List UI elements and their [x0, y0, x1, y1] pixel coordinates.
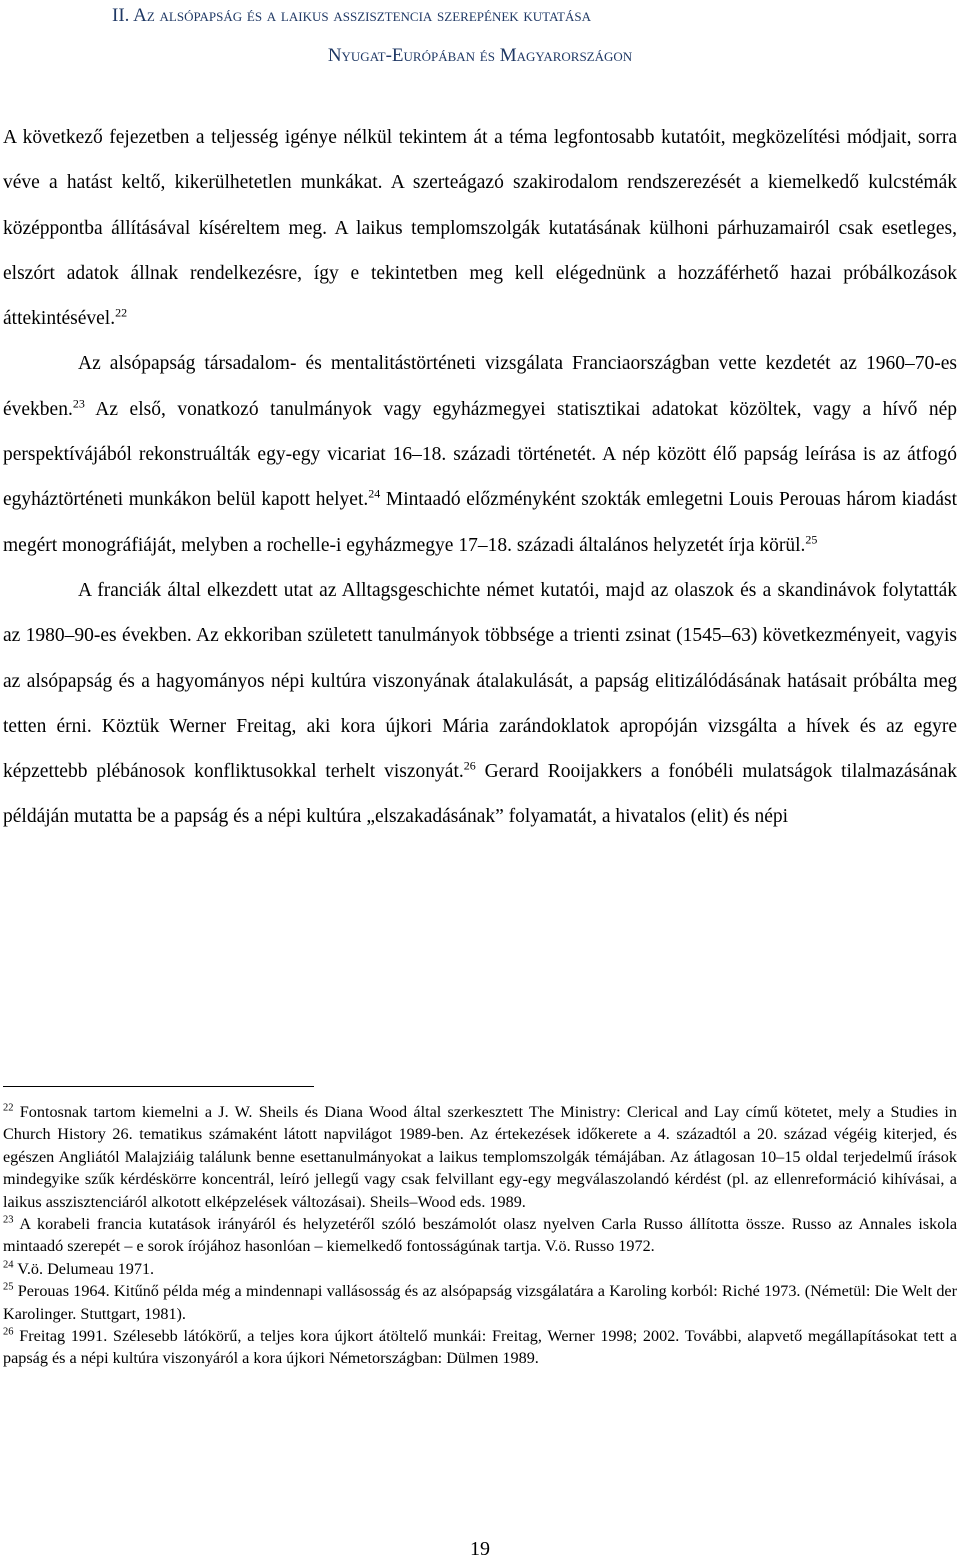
footnote-text: Fontosnak tartom kiemelni a J. W. Sheils és Diana Wood által szerkesztett The Ministry: Clerical and Lay című kötetet, mely a Studies in Church History 26. tematikus számaként látott napvilágot 1989-ben. Az értekezések időkerete a 4. századtól a 20. század végéig kiterjed, és egészen Angliától Malajziáig találunk benne esettanulmányokat a laikus templomszolgák témájában. Az átlagosan 10–15 oldal terjedelmű írások mindegyike szűk kérdéskörre koncentrál, leíró jellegű vagy csak felvillant egy-egy megválaszolandó kérdést (pl. az ellenreformáció kihívásai, a laikus asszisztenciáról alkotott elképzelések változásai). Sheils–Wood eds. 1989.: [3, 1103, 957, 1211]
page-number: 19: [470, 1538, 490, 1560]
chapter-heading-line-2: Nyugat-Európában és Magyarországon: [327, 45, 633, 66]
paragraph-text: A következő fejezetben a teljesség igénye nélkül tekintem át a téma legfontosabb kutatóit, megközelítési módjait, sorra véve a hatást keltő, kikerülhetetlen munkákat. A szerteágazó szakirodalom rendszerezését a kiemelkedő kulcstémák középpontba állításával kíséreltem meg. A laikus templomszolgák kutatásának külhoni párhuzamairól csak esetleges, elszórt adatok állnak rendelkezésre, így e tekintetben meg kell elégednünk a hozzáférhető hazai próbálkozások áttekintésével.: [3, 127, 957, 330]
footnote: [3, 1325, 957, 1370]
footnote-separator: [3, 1086, 314, 1087]
footnote: [3, 1258, 957, 1280]
footnote-number: 23: [3, 1214, 14, 1226]
footnote-reference[interactable]: 22: [115, 305, 128, 320]
footnote-reference[interactable]: 24: [368, 486, 381, 501]
footnote-text: Perouas 1964. Kitűnő példa még a mindennapi vallásosság és az alsópapság vizsgálatára a Karoling korból: Riché 1973. (Németül: Die Welt der Karolinger. Stuttgart, 1981).: [3, 1282, 957, 1323]
footnote-reference[interactable]: 26: [463, 758, 476, 773]
footnote-number: 24: [3, 1259, 14, 1271]
paragraph-text: Az első, vonatkozó tanulmányok vagy egyházmegyei statisztikai adatokat közöltek, vagy a hívő nép perspektívájából rekonstruálták egy-egy vicariat 16–18. századi történetét. A nép között élő papság leírása is az átfogó egyháztörténeti munkákon belül kapott helyet.: [3, 398, 957, 511]
footnote-text: A korabeli francia kutatások irányáról és helyzetéről szóló beszámolót olasz nyelven Carla Russo állította össze. Russo az Annales iskola mintaadó szerepét – e sorok írójához hasonlóan – kiemelkedő fontosságúnak tartja. V.ö. Russo 1972.: [3, 1215, 957, 1256]
footnote-reference[interactable]: 25: [805, 532, 818, 547]
chapter-heading-line-1: II. Az alsópapság és a laikus asszisztencia szerepének kutatása: [112, 5, 591, 26]
footnotes: [3, 1101, 957, 1370]
body-text: [3, 115, 957, 840]
footnote-number: 25: [3, 1281, 14, 1293]
paragraph-text: Gerard Rooijakkers a fonóbéli mulatságok tilalmazásának példáján mutatta be a papság és a népi kultúra „elszakadásának” folyamatát, a hivatalos (elit) és népi: [3, 761, 957, 828]
paragraph-text: A franciák által elkezdett utat az Alltagsgeschichte német kutatói, majd az olaszok és a skandinávok folytatták az 1980–90-es években. Az ekkoriban született tanulmányok többsége a trienti zsinat (1545–63) következményeit, vagyis az alsópapság és a hagyományos népi kultúra viszonyának átalakulását, a papság elitizálódásának hatásait próbálta meg tetten érni. Köztük Werner Freitag, aki kora újkori Mária zarándoklatok apropóján vizsgálta a hívek és az egyre képzettebb plébánosok konfliktusokkal terhelt viszonyát.: [3, 579, 957, 783]
footnote-reference[interactable]: 23: [72, 396, 85, 411]
footnote-number: 22: [3, 1102, 14, 1114]
body-paragraph: [3, 568, 957, 840]
body-paragraph: [3, 115, 957, 341]
footnote-text: Freitag 1991. Szélesebb látókörű, a teljes kora újkort átöltelő munkái: Freitag, Werner 1998; 2002. További, alapvető megállapításokat tett a papság és a népi kultúra viszonyáról a kora újkori Németországban: Dülmen 1989.: [3, 1327, 957, 1368]
paragraph-text: Mintaadó előzményként szokták emlegetni Louis Perouas három kiadást megért monográfiáját, melyben a rochelle-i egyházmegye 17–18. századi általános helyzetét írja körül.: [3, 489, 958, 556]
body-paragraph: [3, 341, 957, 567]
footnote: [3, 1101, 957, 1213]
footnote-number: 26: [3, 1326, 14, 1338]
footnote: [3, 1280, 957, 1325]
footnote: [3, 1213, 957, 1258]
footnote-text: V.ö. Delumeau 1971.: [13, 1259, 155, 1278]
paragraph-text: Az alsópapság társadalom- és mentalitástörténeti vizsgálata Franciaországban vette kezdetét az 1960–70-es években.: [3, 353, 957, 420]
